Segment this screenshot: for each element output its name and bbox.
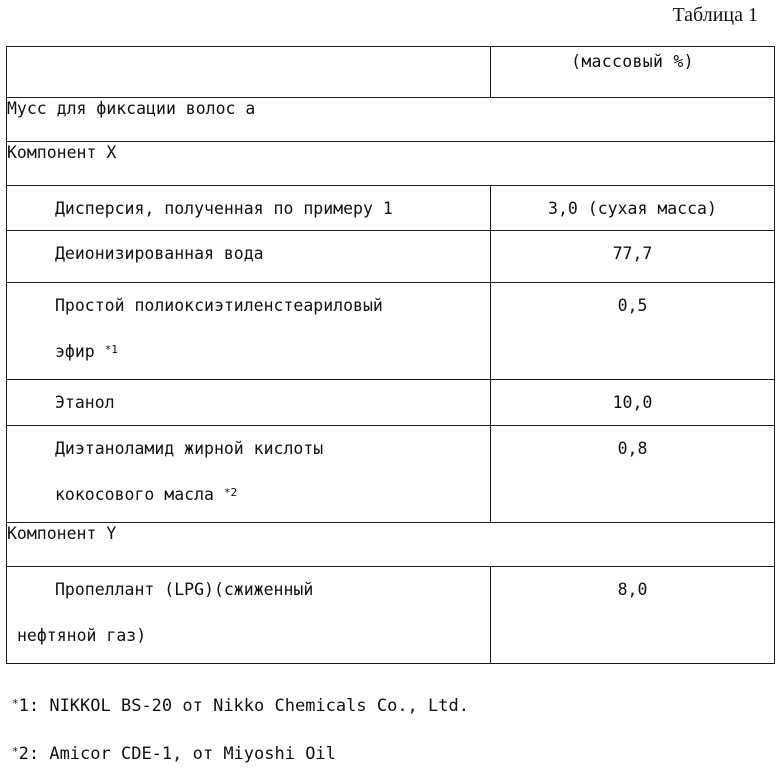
table-row bbox=[7, 567, 775, 664]
table-caption: Таблица 1 bbox=[672, 4, 758, 26]
section-title-component-x: Компонент X bbox=[7, 142, 775, 186]
section-title-component-y: Компонент Y bbox=[7, 523, 775, 567]
ingredient-value: 0,8 bbox=[491, 426, 775, 523]
ingredient-value: 10,0 bbox=[491, 380, 775, 426]
table-row bbox=[7, 426, 775, 523]
footnote-mark: * bbox=[12, 697, 19, 710]
ingredient-value: 3,0 (сухая масса) bbox=[491, 186, 775, 231]
table-row bbox=[7, 283, 775, 380]
header-unit-cell: (массовый %) bbox=[491, 47, 775, 98]
section-row bbox=[7, 98, 775, 142]
ingredient-name-line2: кокосового масла bbox=[55, 485, 214, 504]
ingredient-value: 0,5 bbox=[491, 283, 775, 380]
ingredient-value: 8,0 bbox=[491, 567, 775, 664]
section-row bbox=[7, 523, 775, 567]
footnote-2 bbox=[12, 730, 469, 778]
composition-table bbox=[6, 46, 775, 664]
footnotes bbox=[12, 682, 469, 778]
ingredient-name-line2: эфир bbox=[55, 342, 95, 361]
header-left-cell bbox=[7, 47, 491, 98]
table-row bbox=[7, 186, 775, 231]
footnote-marker: *1 bbox=[104, 343, 118, 356]
footnote-text: 2: Amicor CDE-1, от Miyoshi Oil bbox=[18, 744, 336, 764]
ingredient-name bbox=[7, 283, 491, 380]
ingredient-value: 77,7 bbox=[491, 231, 775, 283]
ingredient-name: Дисперсия, полученная по примеру 1 bbox=[7, 186, 491, 231]
ingredient-name-line1: Диэтаноламид жирной кислоты bbox=[55, 439, 324, 458]
table-header-row bbox=[7, 47, 775, 98]
section-title-mousse: Мусс для фиксации волос а bbox=[7, 98, 775, 142]
footnote-mark: * bbox=[12, 745, 19, 758]
section-row bbox=[7, 142, 775, 186]
ingredient-name bbox=[7, 426, 491, 523]
table-row bbox=[7, 380, 775, 426]
ingredient-name-line1: Пропеллант (LPG)(сжиженный bbox=[55, 580, 314, 599]
ingredient-name: Деионизированная вода bbox=[7, 231, 491, 283]
ingredient-name bbox=[7, 567, 491, 664]
footnote-marker: *2 bbox=[223, 486, 238, 499]
table-row bbox=[7, 231, 775, 283]
ingredient-name: Этанол bbox=[7, 380, 491, 426]
ingredient-name-line2: нефтяной газ) bbox=[17, 626, 147, 645]
footnote-text: 1: NIKKOL BS-20 от Nikko Chemicals Co., Ltd. bbox=[18, 696, 469, 716]
ingredient-name-line1: Простой полиоксиэтиленстеариловый bbox=[55, 296, 383, 315]
footnote-1 bbox=[12, 682, 469, 730]
